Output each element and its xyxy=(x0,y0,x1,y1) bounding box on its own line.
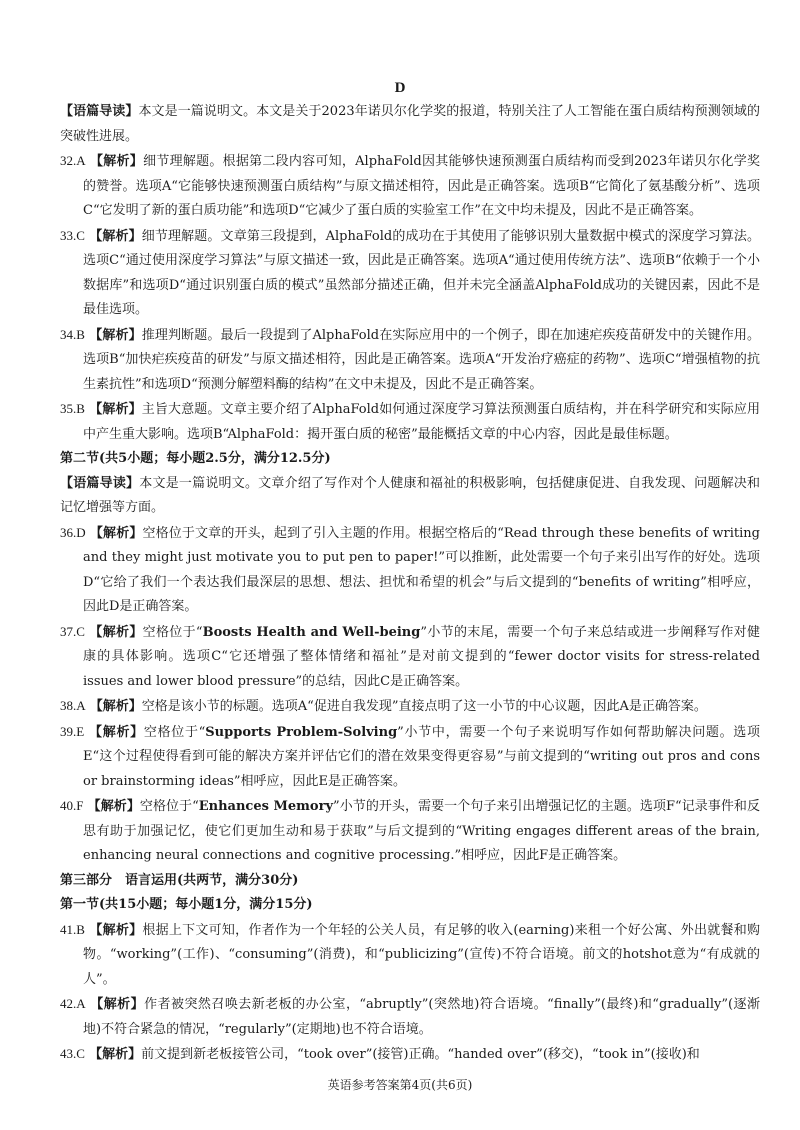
subsection-title: Boosts Health and Well-being xyxy=(202,624,421,640)
analysis-text: 根据上下文可知，作者作为一个年轻的公关人员，有足够的收入(earning)来租一个好公寓、外出就餐和购物。“working”(工作)、“consuming”(消费)，和“publicizing”(宣传)不符合语境。前文的hotshot意为“有成就的人”。 xyxy=(83,922,760,987)
analysis-text: 空格位于文章的开头，起到了引入主题的作用。根据空格后的“Read through these benefits of writing and they might just motivate you to put pen to paper!”可以推断，此处需要一个句子来引出写作的好处。选项D“它给了我们一个表达我们最深层的思想、想法、担忧和希望的机会”与后文提到的“benefits of writing”相呼应，因此D是正确答案。 xyxy=(83,525,760,614)
question-number: 42.A xyxy=(60,996,86,1011)
analysis-text: ”小节中，需要一个句子来说明写作如何帮助解决问题。选项E“这个过程使得看到可能的解决方案并评估它们的潜在效果变得更容易”与前文提到的“writing out pros and cons or brainstorming ideas”相呼应，因此E是正确答案。 xyxy=(83,724,760,789)
answer-36 xyxy=(60,521,760,620)
question-number: 41.B xyxy=(60,921,85,937)
intro-tag: 【语篇导读】 xyxy=(60,475,140,491)
answer-41 xyxy=(60,918,760,993)
question-number: 36.D xyxy=(60,524,86,540)
part-3-title: 第三部分 语言运用(共两节，满分30分) xyxy=(60,872,299,888)
analysis-tag: 【解析】 xyxy=(89,1047,142,1062)
analysis-tag: 【解析】 xyxy=(89,402,142,417)
section-2-title: 第二节(共5小题；每小题2.5分，满分12.5分) xyxy=(60,451,331,466)
answer-39 xyxy=(60,720,760,795)
passage-d-intro xyxy=(60,100,760,149)
answer-38 xyxy=(60,694,760,720)
question-number: 38.A xyxy=(60,698,86,713)
subsection-title: Enhances Memory xyxy=(198,799,334,814)
analysis-tag: 【解析】 xyxy=(89,228,142,244)
subsection-title: Supports Problem-Solving xyxy=(205,724,398,740)
analysis-tag: 【解析】 xyxy=(89,922,143,938)
question-number: 35.B xyxy=(60,401,85,416)
answer-37 xyxy=(60,620,760,695)
answer-42 xyxy=(60,992,760,1042)
analysis-tag: 【解析】 xyxy=(89,525,143,541)
analysis-pre: 空格位于“ xyxy=(142,624,203,640)
intro-tag: 【语篇导读】 xyxy=(60,104,139,119)
analysis-text: 细节理解题。文章第三段提到，AlphaFold的成功在于其使用了能够识别大量数据中模式的深度学习算法。选项C“通过使用深度学习算法”与原文描述一致，因此是正确答案。选项A“通过使用传统方法”、选项B“依赖于一个小数据库”和选项D“通过识别蛋白质的模式”虽然部分描述正确，但并未完全涵盖AlphaFold成功的关键因素，因此不是最佳选项。 xyxy=(83,228,760,317)
analysis-tag: 【解析】 xyxy=(89,327,142,343)
intro-text: 本文是一篇说明文。文章介绍了写作对个人健康和福祉的积极影响，包括健康促进、自我发现、问题解决和记忆增强等方面。 xyxy=(60,475,760,515)
answer-40 xyxy=(60,794,760,869)
passage-heading: D xyxy=(394,80,406,96)
answer-content xyxy=(60,100,760,1068)
answer-35 xyxy=(60,397,760,447)
answer-32 xyxy=(60,149,760,224)
analysis-pre: 空格位于“ xyxy=(139,799,199,814)
answer-43 xyxy=(60,1042,760,1068)
page-footer: 英语参考答案第4页(共6页) xyxy=(327,1078,473,1092)
answer-33 xyxy=(60,224,760,323)
analysis-tag: 【解析】 xyxy=(90,997,145,1012)
analysis-tag: 【解析】 xyxy=(87,799,140,814)
intro-text: 本文是一篇说明文。本文是关于2023年诺贝尔化学奖的报道，特别关注了人工智能在蛋白质结构预测领域的突破性进展。 xyxy=(60,104,760,144)
question-number: 40.F xyxy=(60,798,84,813)
analysis-tag: 【解析】 xyxy=(90,154,144,169)
question-number: 43.C xyxy=(60,1046,85,1061)
analysis-tag: 【解析】 xyxy=(89,699,142,714)
section-2-intro xyxy=(60,472,760,521)
question-number: 37.C xyxy=(60,623,85,639)
analysis-text: ”小节的开头，需要一个句子来引出增强记忆的主题。选项F“记录事件和反思有助于加强记忆，使它们更加生动和易于获取”与后文提到的“Writing engages different areas of the brain, enhancing neural connections and cognitive processing.”相呼应，因此F是正确答案。 xyxy=(83,799,760,863)
analysis-text: ”小节的末尾，需要一个句子来总结或进一步阐释写作对健康的具体影响。选项C“它还增强了整体情绪和福祉”是对前文提到的“fewer doctor visits for stress-related issues and lower blood pressure”的总结，因此C是正确答案。 xyxy=(83,624,760,689)
analysis-text: 细节理解题。根据第二段内容可知，AlphaFold因其能够快速预测蛋白质结构而受到2023年诺贝尔化学奖的赞誉。选项A“它能够快速预测蛋白质结构”与原文描述相符，因此是正确答案。选项B“它简化了氨基酸分析”、选项C“它发明了新的蛋白质功能”和选项D“它减少了蛋白质的实验室工作”在文中均未提及，因此不是正确答案。 xyxy=(83,154,760,218)
analysis-tag: 【解析】 xyxy=(89,724,144,740)
analysis-tag: 【解析】 xyxy=(89,624,143,640)
analysis-pre: 空格位于“ xyxy=(143,724,206,740)
analysis-text: 推理判断题。最后一段提到了AlphaFold在实际应用中的一个例子，即在加速疟疾疫苗研发中的关键作用。选项B“加快疟疾疫苗的研发”与原文描述相符，因此是正确答案。选项A“开发治疗癌症的药物”、选项C“增强植物的抗生素抗性”和选项D“预测分解塑料酶的结构”在文中未提及，因此不是正确答案。 xyxy=(83,327,760,392)
analysis-text: 作者被突然召唤去新老板的办公室，“abruptly”(突然地)符合语境。“finally”(最终)和“gradually”(逐渐地)不符合紧急的情况，“regularly”(定期地)也不符合语境。 xyxy=(83,997,760,1037)
question-number: 32.A xyxy=(60,153,86,168)
question-number: 34.B xyxy=(60,326,85,342)
question-number: 33.C xyxy=(60,227,85,243)
analysis-text: 空格是该小节的标题。选项A“促进自我发现”直接点明了这一小节的中心议题，因此A是正确答案。 xyxy=(141,699,707,714)
section-1-title: 第一节(共15小题；每小题1分，满分15分) xyxy=(60,897,313,912)
analysis-text: 主旨大意题。文章主要介绍了AlphaFold如何通过深度学习算法预测蛋白质结构，并在科学研究和实际应用中产生重大影响。选项B“AlphaFold：揭开蛋白质的秘密”最能概括文章的中心内容，因此是最佳标题。 xyxy=(83,402,760,442)
question-number: 39.E xyxy=(60,723,85,739)
answer-34 xyxy=(60,323,760,398)
analysis-text: 前文提到新老板接管公司，“took over”(接管)正确。“handed over”(移交)，“took in”(接收)和 xyxy=(141,1047,700,1062)
